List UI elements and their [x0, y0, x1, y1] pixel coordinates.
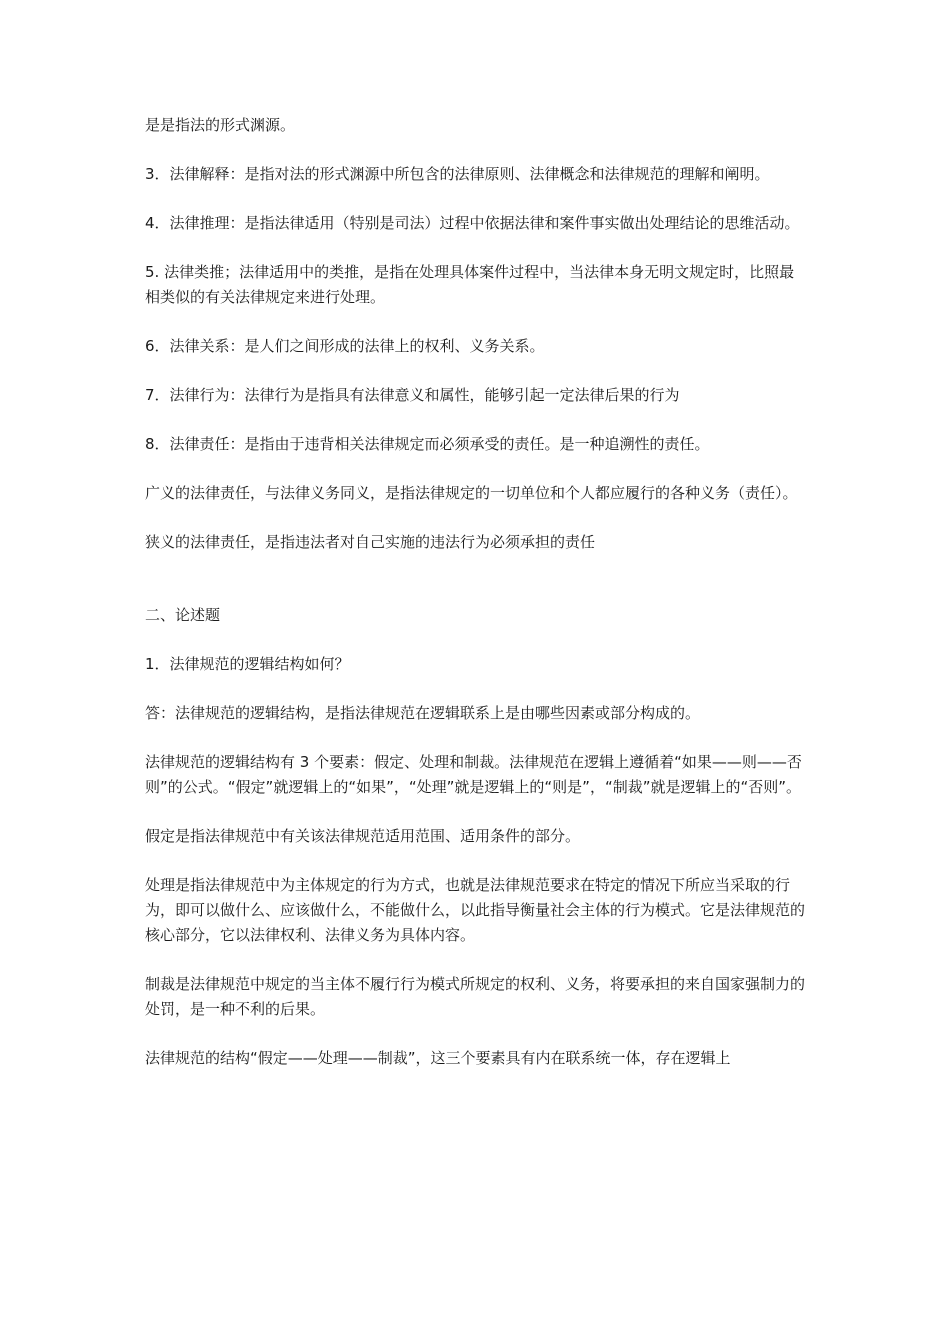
paragraph-legal-reasoning: 4．法律推理：是指法律适用（特别是司法）过程中依据法律和案件事实做出处理结论的思维活动。 — [145, 214, 800, 232]
paragraph-sanction: 制裁是法律规范中规定的当主体不履行行为模式所规定的权利、义务，将要承担的来自国家强制力的处罚，是一种不利的后果。 — [145, 975, 806, 1018]
paragraph-legal-relation: 6．法律关系：是人们之间形成的法律上的权利、义务关系。 — [145, 337, 545, 355]
question-title: 1．法律规范的逻辑结构如何？ — [145, 655, 350, 673]
section-heading-essay: 二、论述题 — [145, 606, 221, 624]
paragraph-narrow-liability: 狭义的法律责任，是指违法者对自己实施的违法行为必须承担的责任 — [145, 533, 596, 551]
paragraph-disposition: 处理是指法律规范中为主体规定的行为方式，也就是法律规范要求在特定的情况下所应当采取的行为，即可以做什么、应该做什么，不能做什么，以此指导衡量社会主体的行为模式。它是法律规范的核心部分，它以法律权利、法律义务为具体内容。 — [145, 876, 806, 944]
paragraph-three-elements: 法律规范的逻辑结构有 3 个要素：假定、处理和制裁。法律规范在逻辑上遵循着“如果——则——否则”的公式。“假定”就逻辑上的“如果”，“处理”就是逻辑上的“则是”，“制裁”就是逻辑上的“否则”。 — [145, 753, 802, 796]
paragraph-answer-intro: 答：法律规范的逻辑结构，是指法律规范在逻辑联系上是由哪些因素或部分构成的。 — [145, 704, 701, 722]
paragraph-form-source: 是是指法的形式渊源。 — [145, 116, 296, 134]
paragraph-legal-act: 7．法律行为：法律行为是指具有法律意义和属性，能够引起一定法律后果的行为 — [145, 386, 680, 404]
document-body — [145, 113, 809, 1095]
paragraph-legal-liability: 8．法律责任：是指由于违背相关法律规定而必须承受的责任。是一种追溯性的责任。 — [145, 435, 710, 453]
paragraph-broad-liability: 广义的法律责任，与法律义务同义，是指法律规定的一切单位和个人都应履行的各种义务（责任）。 — [145, 484, 798, 502]
paragraph-legal-interpretation: 3．法律解释：是指对法的形式渊源中所包含的法律原则、法律概念和法律规范的理解和阐明。 — [145, 165, 770, 183]
paragraph-structure: 法律规范的结构“假定——处理——制裁”，这三个要素具有内在联系统一体，存在逻辑上 — [145, 1049, 731, 1067]
paragraph-assumption: 假定是指法律规范中有关该法律规范适用范围、适用条件的部分。 — [145, 827, 581, 845]
paragraph-legal-analogy: 5. 法律类推；法律适用中的类推，是指在处理具体案件过程中，当法律本身无明文规定时，比照最相类似的有关法律规定来进行处理。 — [145, 263, 795, 306]
